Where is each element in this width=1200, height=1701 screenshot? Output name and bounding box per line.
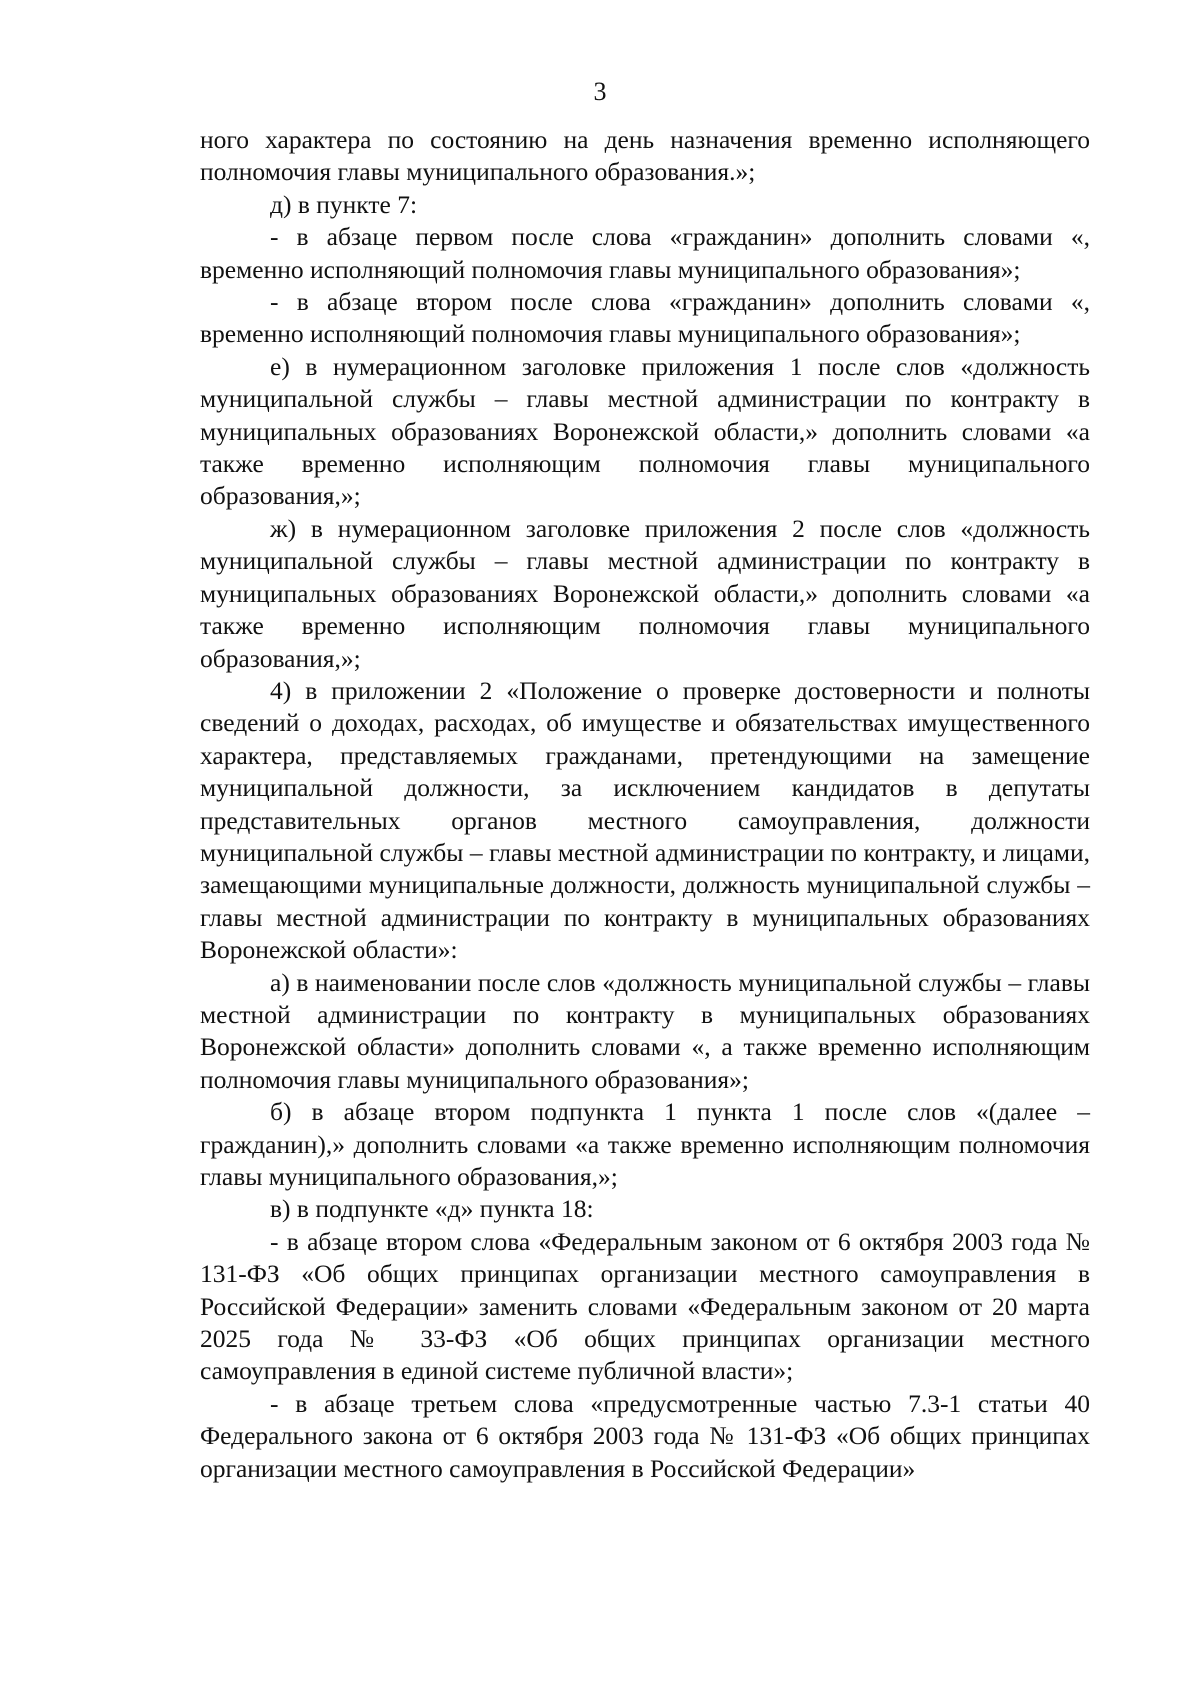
- paragraph-dash-4: - в абзаце третьем слова «предусмотренные частью 7.3-1 статьи 40 Федерального закона от 6 октября 2003 года № 131-ФЗ «Об общих принципах организации местного самоуправления в Российской Федерации»: [200, 1388, 1090, 1483]
- paragraph-dash-3: - в абзаце втором слова «Федеральным законом от 6 октября 2003 года № 131-ФЗ «Об общих принципах организации местного самоуправления в Российской Федерации» заменить словами «Федеральным законом от 20 марта 2025 года № 33-ФЗ «Об общих принципах организации местного самоуправления в единой системе публичной власти»;: [200, 1226, 1090, 1386]
- paragraph-subitem-zh: ж) в нумерационном заголовке приложения 2 после слов «должность муниципальной службы – главы местной администрации по контракту в муниципальных образованиях Воронежской области,» дополнить словами «а также временно исполняющим полномочия главы муниципального образования,»;: [200, 513, 1090, 673]
- paragraph-subitem-b: б) в абзаце втором подпункта 1 пункта 1 после слов «(далее – гражданин),» дополнить словами «а также временно исполняющим полномочия главы муниципального образования,»;: [200, 1097, 1090, 1191]
- paragraph-dash-1: - в абзаце первом после слова «гражданин» дополнить словами «, временно исполняющий полномочия главы муниципального образования»;: [200, 222, 1090, 284]
- paragraph-subitem-a: а) в наименовании после слов «должность муниципальной службы – главы местной администрации по контракту в муниципальных образованиях Воронежской области» дополнить словами «, а также временно исполняющим полномочия главы муниципального образования»;: [200, 967, 1090, 1094]
- paragraph-dash-2: - в абзаце втором после слова «гражданин» дополнить словами «, временно исполняющий полномочия главы муниципального образования»;: [200, 287, 1090, 349]
- paragraph-subitem-e: е) в нумерационном заголовке приложения 1 после слов «должность муниципальной службы – главы местной администрации по контракту в муниципальных образованиях Воронежской области,» дополнить словами «а также временно исполняющим полномочия главы муниципального образования,»;: [200, 351, 1090, 511]
- document-body: [200, 124, 1090, 1485]
- page-number: 3: [593, 77, 607, 106]
- paragraph-continuation: ного характера по состоянию на день назначения временно исполняющего полномочия главы муниципального образования.»;: [200, 125, 1090, 187]
- paragraph-subitem-d: д) в пункте 7:: [270, 189, 418, 219]
- paragraph-item-4: 4) в приложении 2 «Положение о проверке достоверности и полноты сведений о доходах, расходах, об имуществе и обязательствах имущественного характера, представляемых гражданами, претендующими на замещение муниципальной должности, за исключением кандидатов в депутаты представительных органов местного самоуправления, должности муниципальной службы – главы местной администрации по контракту, и лицами, замещающими муниципальные должности, должность муниципальной службы – главы местной администрации по контракту в муниципальных образованиях Воронежской области»:: [200, 675, 1090, 965]
- paragraph-subitem-v: в) в подпункте «д» пункта 18:: [270, 1194, 594, 1224]
